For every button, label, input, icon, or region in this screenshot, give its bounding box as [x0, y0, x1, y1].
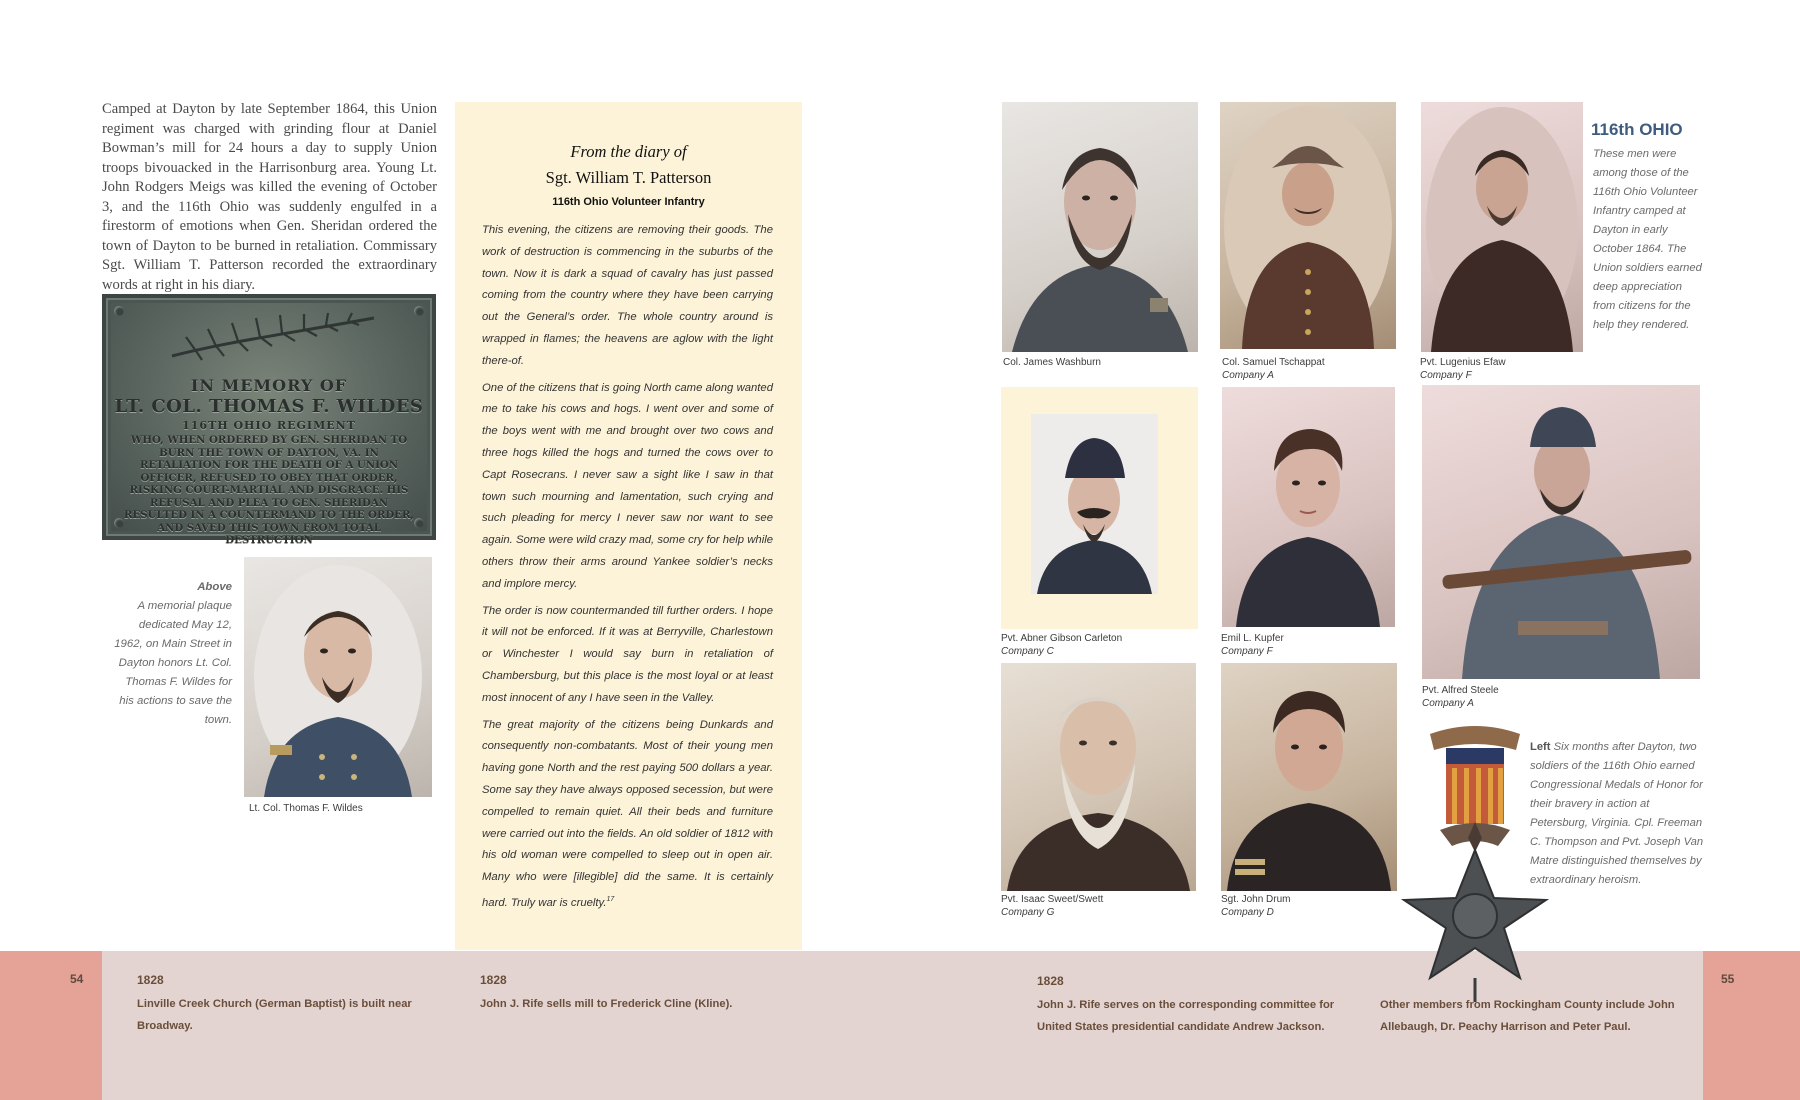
left-accent-strip	[0, 951, 102, 1100]
plaque-line-3: 116TH OHIO REGIMENT	[182, 419, 356, 432]
plaque-bolt-icon	[114, 518, 124, 528]
above-caption-text: A memorial plaque dedicated May 12, 1962, on Main Street in Dayton honors Lt. Col. Thomas F. Wildes for his actions to save the town.	[114, 600, 232, 726]
timeline-text: John J. Rife sells mill to Frederick Cline (Kline).	[480, 998, 733, 1010]
memorial-plaque-image	[102, 294, 436, 546]
diary-title-2: Sgt. William T. Patterson	[545, 168, 712, 187]
palm-branch-icon	[166, 312, 380, 362]
plaque-line-1: IN MEMORY OF	[190, 376, 348, 395]
medal-caption-text: Six months after Dayton, two soldiers of the 116th Ohio earned Congressional Medals of Honor for their bravery in action at Petersburg, Virginia. Cpl. Freeman C. Thompson and Pvt. Joseph Van Matre distinguished themselves by extraordinary heroism.	[1530, 741, 1704, 886]
diary-paragraph: One of the citizens that is going North came along wanted me to take his cows and hogs. I went over and some of the boys went with me and brought over two cows and three hogs killed the hogs and turned the cows over to Capt Rosecrans. I never saw a sight like I saw in that town such mourning and lamentation, such crying and such pleading for mercy I never saw nor want to see again. Some were wild crazy mad, some cry for help while others throw their arms around Yankee soldier’s necks and implore mercy.	[482, 381, 773, 590]
steele-caption: Pvt. Alfred Steele Company A	[1422, 685, 1499, 709]
washburn-portrait-photo	[1002, 102, 1198, 352]
right-accent-strip	[1703, 951, 1800, 1100]
diary-title-3: 116th Ohio Volunteer Infantry	[552, 196, 705, 208]
timeline-text: John J. Rife serves on the corresponding committee for United States presidential candidate Andrew Jackson.	[1037, 999, 1335, 1033]
medal-of-honor-icon	[1390, 720, 1560, 1002]
diary-title-1: From the diary of	[570, 142, 687, 161]
diary-panel	[455, 102, 802, 950]
left-label: Left	[1530, 741, 1551, 753]
wildes-caption: Lt. Col. Thomas F. Wildes	[249, 803, 363, 814]
diary-paragraph: This evening, the citizens are removing their goods. The work of destruction is commencing in the suburbs of the town. Now it is dark a squad of cavalry has just passed coming from the country where they have been carrying out the General’s order. The whole country around is wrapped in flames; the heavens are aglow with the light there-of.	[482, 224, 773, 367]
drum-portrait-photo	[1221, 663, 1397, 891]
timeline-year: 1828	[480, 973, 507, 987]
diary-body	[482, 220, 773, 919]
tschappat-caption: Col. Samuel Tschappat Company A	[1222, 357, 1325, 381]
drum-caption: Sgt. John Drum Company D	[1221, 894, 1291, 918]
footnote-marker: 17	[606, 895, 615, 903]
timeline-text: Other members from Rockingham County include John Allebaugh, Dr. Peachy Harrison and Peter Paul.	[1380, 999, 1675, 1033]
plaque-inscription: WHO, WHEN ORDERED BY GEN. SHERIDAN TO BURN THE TOWN OF DAYTON, VA. IN RETALIATION FOR THE DEATH OF A UNION OFFICER, REFUSED TO OBEY THAT ORDER, RISKING COURT-MARTIAL AND DISGRACE. HIS REFUSAL AND PLEA TO GEN. SHERIDAN RESULTED IN A COUNTERMAND TO THE ORDER, AND SAVED THIS TOWN FROM TOTAL DESTRUCTION	[124, 434, 414, 546]
ohio-sidebar-text: These men were among those of the 116th Ohio Volunteer Infantry camped at Dayton in early October 1864. The Union soldiers earned deep appreciation from citizens for the help they rendered.	[1593, 148, 1702, 331]
plaque-caption	[112, 578, 232, 730]
kupfer-caption: Emil L. Kupfer Company F	[1221, 633, 1284, 657]
steele-portrait-photo	[1422, 385, 1700, 679]
page-number-left: 54	[70, 972, 84, 986]
carleton-portrait-photo	[1031, 414, 1158, 594]
diary-paragraph: The great majority of the citizens being Dunkards and consequently non-combatants. Most of their young men having gone North and the rest paying 500 dollars a year. Some say they have always opposed secession, but were compelled to remain quiet. All their beds and furniture were carried out into the fields. An old soldier of 1812 with his old woman were compelled to sleep out in open air. Many who were [illegible] did the same. It is certainly hard. Truly war is cruelty.	[482, 718, 773, 909]
carleton-photo-frame	[1001, 387, 1198, 629]
washburn-caption: Col. James Washburn	[1003, 357, 1101, 368]
efaw-caption: Pvt. Lugenius Efaw Company F	[1420, 357, 1506, 381]
timeline-text: Linville Creek Church (German Baptist) is built near Broadway.	[137, 998, 412, 1032]
sweet-portrait-photo	[1001, 663, 1196, 891]
intro-paragraph: Camped at Dayton by late September 1864, this Union regiment was charged with grinding flour at Daniel Bowman’s mill for 24 hours a day to supply Union troops bivouacked in the Harrisonburg area. Young Lt. John Rodgers Meigs was killed the evening of October 3, and the 116th Ohio was suddenly engulfed in a firestorm of emotions when Gen. Sheridan ordered the town of Dayton to be burned in retaliation. Commissary Sgt. William T. Patterson recorded the extraordinary words at right in his diary.	[102, 101, 437, 293]
plaque-line-2: LT. COL. THOMAS F. WILDES	[114, 396, 424, 417]
page-number-right: 55	[1721, 972, 1735, 986]
kupfer-portrait-photo	[1222, 387, 1395, 627]
timeline-year: 1828	[1037, 974, 1064, 988]
plaque-bolt-icon	[414, 306, 424, 316]
diary-paragraph-last	[482, 715, 773, 915]
wildes-portrait-photo	[244, 557, 432, 797]
sweet-caption: Pvt. Isaac Sweet/Swett Company G	[1001, 894, 1104, 918]
timeline-year: 1828	[137, 973, 164, 987]
plaque-bolt-icon	[114, 306, 124, 316]
above-label: Above	[197, 581, 232, 593]
ohio-heading: 116th OHIO	[1591, 120, 1683, 139]
tschappat-portrait-photo	[1220, 102, 1396, 349]
plaque-bolt-icon	[414, 518, 424, 528]
diary-paragraph: The order is now countermanded till further orders. I hope it will not be enforced. If it was at Berryville, Charlestown or Winchester I would say burn in retaliation of Chambersburg, but this place is the most loyal or at least most innocent of any I have seen in the Valley.	[482, 604, 773, 704]
efaw-portrait-photo	[1421, 102, 1583, 352]
carleton-caption: Pvt. Abner Gibson Carleton Company C	[1001, 633, 1123, 657]
